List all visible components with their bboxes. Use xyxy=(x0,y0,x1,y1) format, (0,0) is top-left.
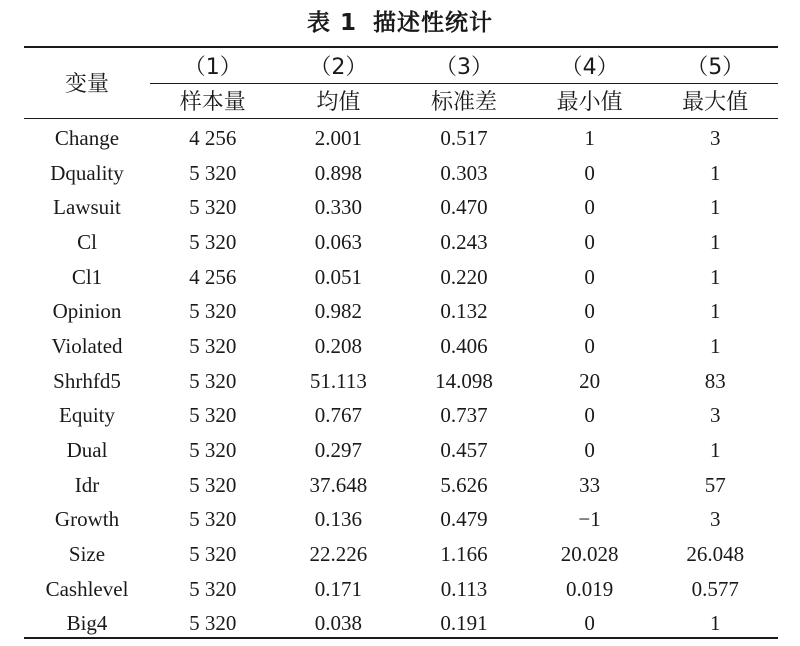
cell-mean: 0.136 xyxy=(314,507,363,532)
cell-variable: Equity xyxy=(59,403,115,428)
cell-variable: Shrhfd5 xyxy=(53,368,121,393)
cell-min: 33 xyxy=(579,472,601,497)
cell-sd: 0.470 xyxy=(440,195,488,220)
cell-sd: 0.113 xyxy=(440,576,488,601)
cell-min: 0 xyxy=(584,229,595,254)
cell-n: 5 320 xyxy=(189,472,237,497)
cell-mean: 0.063 xyxy=(314,229,363,254)
header-row-numbers xyxy=(24,47,778,83)
table-row xyxy=(24,572,778,607)
cell-n: 5 320 xyxy=(189,576,237,601)
cell-n: 5 320 xyxy=(189,368,237,393)
cell-max: 1 xyxy=(709,438,721,463)
header-col-5-name: 最大值 xyxy=(682,89,749,115)
table-caption: 描述性统计 xyxy=(373,10,493,36)
cell-sd: 0.303 xyxy=(440,160,488,185)
cell-min: 0 xyxy=(584,160,595,185)
cell-max: 1 xyxy=(709,160,721,185)
cell-n: 5 320 xyxy=(189,229,237,254)
cell-variable: Change xyxy=(54,125,120,150)
cell-sd: 0.479 xyxy=(440,507,488,532)
cell-min: 0 xyxy=(584,438,595,463)
table-row xyxy=(24,433,778,468)
cell-min: 0 xyxy=(584,333,595,358)
cell-max: 1 xyxy=(709,229,721,254)
cell-variable: Opinion xyxy=(52,299,122,324)
header-col-5-num: （5） xyxy=(686,54,745,80)
header-col-2-num: （2） xyxy=(309,54,368,80)
cell-n: 4 256 xyxy=(189,264,237,289)
header-col-4-name: 最小值 xyxy=(556,89,623,115)
table-row xyxy=(24,537,778,572)
table-row xyxy=(24,294,778,329)
cell-mean: 37.648 xyxy=(309,472,368,497)
table-row xyxy=(24,607,778,642)
cell-variable: Big4 xyxy=(66,611,108,636)
cell-n: 5 320 xyxy=(189,611,237,636)
cell-variable: Dquality xyxy=(50,160,124,185)
table-row xyxy=(24,117,778,156)
header-col-4-num: （4） xyxy=(560,54,619,80)
cell-mean: 0.898 xyxy=(314,160,363,185)
header-variable: 变量 xyxy=(64,71,109,97)
cell-n: 5 320 xyxy=(189,403,237,428)
cell-mean: 0.982 xyxy=(314,299,363,324)
cell-sd: 0.457 xyxy=(440,438,488,463)
cell-max: 0.577 xyxy=(691,576,739,601)
cell-variable: Lawsuit xyxy=(53,195,121,220)
cell-max: 1 xyxy=(709,611,721,636)
descriptive-statistics-table xyxy=(24,47,778,641)
cell-sd: 1.166 xyxy=(440,542,488,567)
cell-min: 20 xyxy=(579,368,601,393)
cell-variable: Cashlevel xyxy=(45,576,129,601)
cell-mean: 0.767 xyxy=(314,403,363,428)
cell-max: 1 xyxy=(709,299,721,324)
cell-mean: 0.208 xyxy=(314,333,363,358)
table-row xyxy=(24,260,778,295)
cell-min: 20.028 xyxy=(560,542,619,567)
cell-n: 5 320 xyxy=(189,333,237,358)
cell-variable: Dual xyxy=(66,438,108,463)
cell-max: 1 xyxy=(709,195,721,220)
cell-mean: 0.297 xyxy=(314,438,363,463)
cell-min: 0 xyxy=(584,299,595,324)
header-col-1-name: 样本量 xyxy=(179,89,246,115)
cell-n: 5 320 xyxy=(189,542,237,567)
cell-n: 5 320 xyxy=(189,438,237,463)
header-col-2-name: 均值 xyxy=(316,89,361,115)
cell-min: 1 xyxy=(584,125,595,150)
cell-mean: 51.113 xyxy=(309,368,367,393)
cell-max: 1 xyxy=(709,264,721,289)
cell-max: 26.048 xyxy=(686,542,745,567)
cell-n: 5 320 xyxy=(189,160,237,185)
table-title xyxy=(0,6,800,40)
cell-n: 5 320 xyxy=(189,195,237,220)
cell-variable: Idr xyxy=(74,472,100,497)
cell-variable: Size xyxy=(68,542,106,567)
header-col-1-num: （1） xyxy=(183,54,242,80)
header-col-3-num: （3） xyxy=(434,54,493,80)
cell-min: 0 xyxy=(584,195,595,220)
cell-sd: 0.406 xyxy=(440,333,488,358)
cell-mean: 2.001 xyxy=(314,125,363,150)
cell-variable: Growth xyxy=(54,507,120,532)
cell-variable: Cl xyxy=(77,229,97,254)
cell-min: −1 xyxy=(578,507,601,532)
cell-sd: 0.243 xyxy=(440,229,488,254)
cell-variable: Cl1 xyxy=(71,264,103,289)
cell-mean: 0.038 xyxy=(314,611,363,636)
cell-min: 0 xyxy=(584,403,595,428)
cell-mean: 0.171 xyxy=(314,576,363,601)
cell-sd: 14.098 xyxy=(435,368,493,393)
cell-mean: 0.330 xyxy=(314,195,363,220)
cell-max: 83 xyxy=(704,368,726,393)
cell-min: 0 xyxy=(584,264,595,289)
cell-sd: 0.220 xyxy=(440,264,488,289)
cell-sd: 0.517 xyxy=(440,125,488,150)
table-row xyxy=(24,190,778,225)
cell-sd: 0.191 xyxy=(440,611,488,636)
cell-n: 4 256 xyxy=(189,125,237,150)
cell-variable: Violated xyxy=(51,333,123,358)
cell-mean: 0.051 xyxy=(314,264,363,289)
table-row xyxy=(24,156,778,191)
cell-max: 3 xyxy=(709,125,721,150)
table-row xyxy=(24,225,778,260)
table-number: 表 1 xyxy=(306,10,357,36)
table-row xyxy=(24,364,778,399)
cell-sd: 5.626 xyxy=(440,472,488,497)
cell-max: 57 xyxy=(704,472,726,497)
cell-n: 5 320 xyxy=(189,299,237,324)
cell-min: 0.019 xyxy=(565,576,614,601)
cell-sd: 0.737 xyxy=(440,403,488,428)
table-row xyxy=(24,329,778,364)
cell-max: 3 xyxy=(709,403,721,428)
cell-n: 5 320 xyxy=(189,507,237,532)
table-row xyxy=(24,468,778,503)
cell-mean: 22.226 xyxy=(309,542,368,567)
header-col-3-name: 标准差 xyxy=(430,89,497,115)
cell-max: 3 xyxy=(709,507,721,532)
table-row xyxy=(24,503,778,538)
cell-min: 0 xyxy=(584,611,595,636)
table-row xyxy=(24,399,778,434)
cell-max: 1 xyxy=(709,333,721,358)
cell-sd: 0.132 xyxy=(440,299,488,324)
